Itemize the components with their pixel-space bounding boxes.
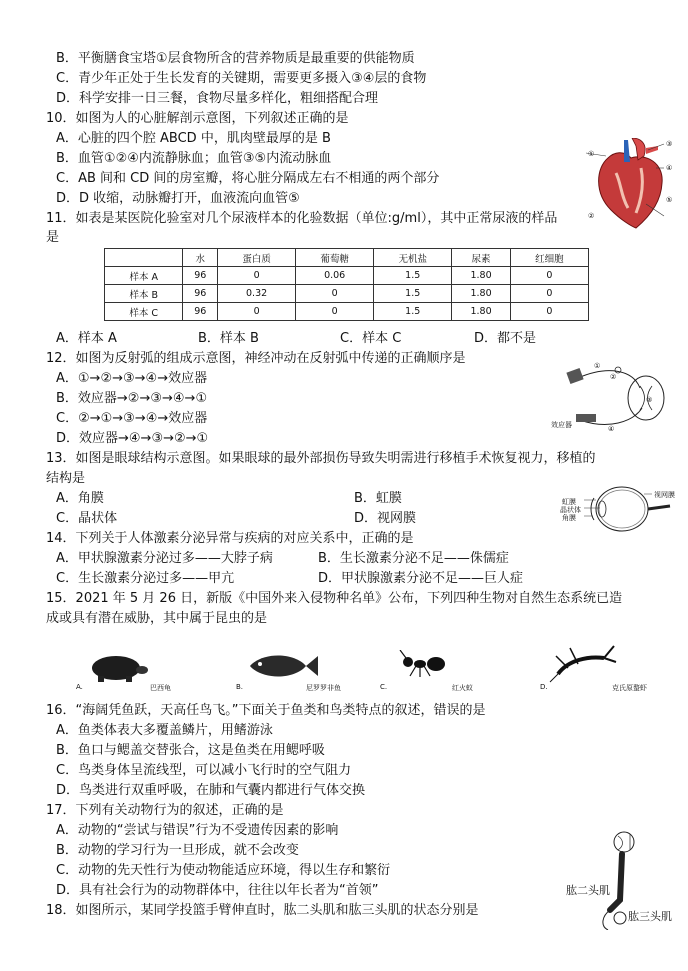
- heart-label-5: ⑤: [666, 196, 673, 204]
- q14-option-a: A．甲状腺激素分泌过多——大脖子病: [56, 551, 273, 566]
- table-cell: 1.80: [452, 303, 511, 321]
- table-cell: 1.80: [452, 285, 511, 303]
- q14-option-c: C．生长激素分泌过多——甲亢: [56, 571, 235, 586]
- q16-option-d: D．鸟类进行双重呼吸，在肺和气囊内都进行气体交换: [56, 783, 366, 798]
- species-letter-a: A.: [76, 683, 83, 691]
- q17-option-b: B．动物的学习行为一旦形成，就不会改变: [56, 843, 299, 858]
- heart-label-3: ③: [666, 140, 673, 148]
- table-header: [105, 249, 183, 267]
- species-letter-c: C.: [380, 683, 388, 691]
- fire-ant-image: [398, 650, 448, 678]
- species-name-b: 尼罗罗非鱼: [306, 684, 341, 692]
- reflex-label-4: ④: [608, 425, 615, 433]
- table-cell: 0.06: [296, 267, 374, 285]
- table-header: 无机盐: [374, 249, 452, 267]
- tilapia-image: [244, 650, 318, 682]
- q16-option-c: C．鸟类身体呈流线型，可以减小飞行时的空气阻力: [56, 763, 352, 778]
- q11-stem-cont: 是: [46, 230, 60, 245]
- q17-option-d: D．具有社会行为的动物群体中，往往以年长者为“首领”: [56, 883, 379, 898]
- triceps-label: 肱三头肌: [628, 910, 672, 923]
- eye-label-iris: 虹膜: [562, 498, 576, 506]
- q12-stem: 12．如图为反射弧的组成示意图，神经冲动在反射弧中传递的正确顺序是: [46, 351, 466, 366]
- table-cell: 0: [296, 303, 374, 321]
- table-cell: 0: [218, 303, 296, 321]
- table-cell: 1.5: [374, 285, 452, 303]
- table-cell: 96: [183, 303, 218, 321]
- q9-option-c: C．青少年正处于生长发育的关键期，需要更多摄入③④层的食物: [56, 71, 427, 86]
- reflex-label-1: ①: [594, 362, 601, 370]
- table-row: [105, 285, 589, 303]
- table-cell: 0.32: [218, 285, 296, 303]
- table-cell: 0: [510, 303, 588, 321]
- q14-option-d: D．甲状腺激素分泌不足——巨人症: [318, 571, 524, 586]
- reflex-effector-label: 效应器: [551, 421, 572, 429]
- q10-option-c: C．AB 间和 CD 间的房室瓣，将心脏分隔成左右不相通的两个部分: [56, 171, 440, 186]
- q11-stem: 11．如表是某医院化验室对几个尿液样本的化验数据（单位:g/ml），其中正常尿液的样品: [46, 211, 558, 226]
- table-header: 红细胞: [510, 249, 588, 267]
- table-cell: 0: [218, 267, 296, 285]
- q16-option-b: B．鱼口与鳃盖交替张合，这是鱼类在用鳃呼吸: [56, 743, 325, 758]
- q10-option-a: A．心脏的四个腔 ABCD 中，肌肉壁最厚的是 B: [56, 131, 331, 146]
- heart-label-1: ①: [588, 150, 595, 158]
- table-cell: 1.5: [374, 303, 452, 321]
- table-row: [105, 303, 589, 321]
- q12-option-b: B．效应器→②→③→④→①: [56, 391, 208, 406]
- q10-option-d: D．D 收缩，动脉瓣打开，血液流向血管⑤: [56, 191, 300, 206]
- reflex-label-2: ②: [610, 373, 617, 381]
- heart-label-2: ②: [588, 212, 595, 220]
- q13-option-a: A．角膜: [56, 491, 104, 506]
- q17-option-c: C．动物的先天性行为使动物能适应环境，得以生存和繁衍: [56, 863, 391, 878]
- q12-option-a: A．①→②→③→④→效应器: [56, 371, 208, 386]
- table-header: 水: [183, 249, 218, 267]
- table-header: 蛋白质: [218, 249, 296, 267]
- q9-option-d: D．科学安排一日三餐，食物尽量多样化，粗细搭配合理: [56, 91, 379, 106]
- crayfish-image: [548, 638, 618, 684]
- q11-option-c: C．样本 C: [340, 331, 402, 346]
- q13-option-d: D．视网膜: [354, 511, 417, 526]
- q14-option-b: B．生长激素分泌不足——侏儒症: [318, 551, 509, 566]
- q15-stem: 15．2021 年 5 月 26 日，新版《中国外来入侵物种名单》公布，下列四种生物对自然生态系统已造: [46, 591, 623, 606]
- q13-stem: 13．如图是眼球结构示意图。如果眼球的最外部损伤导致失明需进行移植手术恢复视力，移植的: [46, 451, 596, 466]
- q16-option-a: A．鱼类体表大多覆盖鳞片，用鳍游泳: [56, 723, 273, 738]
- table-header-row: [105, 249, 589, 267]
- eye-label-lens: 晶状体: [560, 506, 581, 514]
- species-letter-d: D.: [540, 683, 548, 691]
- heart-diagram: [586, 138, 686, 230]
- urine-sample-table: [104, 248, 589, 321]
- heart-label-4: ④: [666, 164, 673, 172]
- q11-option-b: B．样本 B: [198, 331, 259, 346]
- biceps-label: 肱二头肌: [566, 884, 610, 897]
- q12-option-c: C．②→①→③→④→效应器: [56, 411, 208, 426]
- q14-stem: 14．下列关于人体激素分泌异常与疾病的对应关系中，正确的是: [46, 531, 414, 546]
- table-row: [105, 267, 589, 285]
- table-cell: 96: [183, 285, 218, 303]
- table-cell: 样本 B: [105, 285, 183, 303]
- table-cell: 样本 C: [105, 303, 183, 321]
- turtle-image: [86, 650, 150, 686]
- eye-label-cornea: 角膜: [562, 514, 576, 522]
- q15-stem-cont: 成或具有潜在威胁，其中属于昆虫的是: [46, 611, 268, 626]
- q13-option-c: C．晶状体: [56, 511, 118, 526]
- q17-option-a: A．动物的“尝试与错误”行为不受遗传因素的影响: [56, 823, 339, 838]
- species-letter-b: B.: [236, 683, 244, 691]
- q11-option-d: D．都不是: [474, 331, 537, 346]
- table-header: 尿素: [452, 249, 511, 267]
- species-name-c: 红火蚁: [452, 684, 473, 692]
- q17-stem: 17．下列有关动物行为的叙述，正确的是: [46, 803, 284, 818]
- species-name-d: 克氏原螯虾: [612, 684, 647, 692]
- species-name-a: 巴西龟: [150, 684, 171, 692]
- table-cell: 1.5: [374, 267, 452, 285]
- table-header: 葡萄糖: [296, 249, 374, 267]
- q9-option-b: B．平衡膳食宝塔①层食物所含的营养物质是最重要的供能物质: [56, 51, 415, 66]
- q11-option-a: A．样本 A: [56, 331, 117, 346]
- eye-label-retina: 视网膜: [654, 491, 675, 499]
- q13-option-b: B．虹膜: [354, 491, 402, 506]
- q13-stem-cont: 结构是: [46, 471, 86, 486]
- q10-option-b: B．血管①②④内流静脉血；血管③⑤内流动脉血: [56, 151, 332, 166]
- table-cell: 96: [183, 267, 218, 285]
- table-cell: 0: [510, 285, 588, 303]
- table-cell: 0: [510, 267, 588, 285]
- q12-option-d: D．效应器→④→③→②→①: [56, 431, 209, 446]
- q16-stem: 16．“海阔凭鱼跃，天高任鸟飞。”下面关于鱼类和鸟类特点的叙述，错误的是: [46, 703, 486, 718]
- q10-stem: 10．如图为人的心脏解剖示意图，下列叙述正确的是: [46, 111, 349, 126]
- reflex-label-3: ③: [646, 396, 653, 404]
- q18-stem: 18．如图所示，某同学投篮手臂伸直时，肱二头肌和肱三头肌的状态分别是: [46, 903, 479, 918]
- table-cell: 0: [296, 285, 374, 303]
- table-cell: 1.80: [452, 267, 511, 285]
- table-cell: 样本 A: [105, 267, 183, 285]
